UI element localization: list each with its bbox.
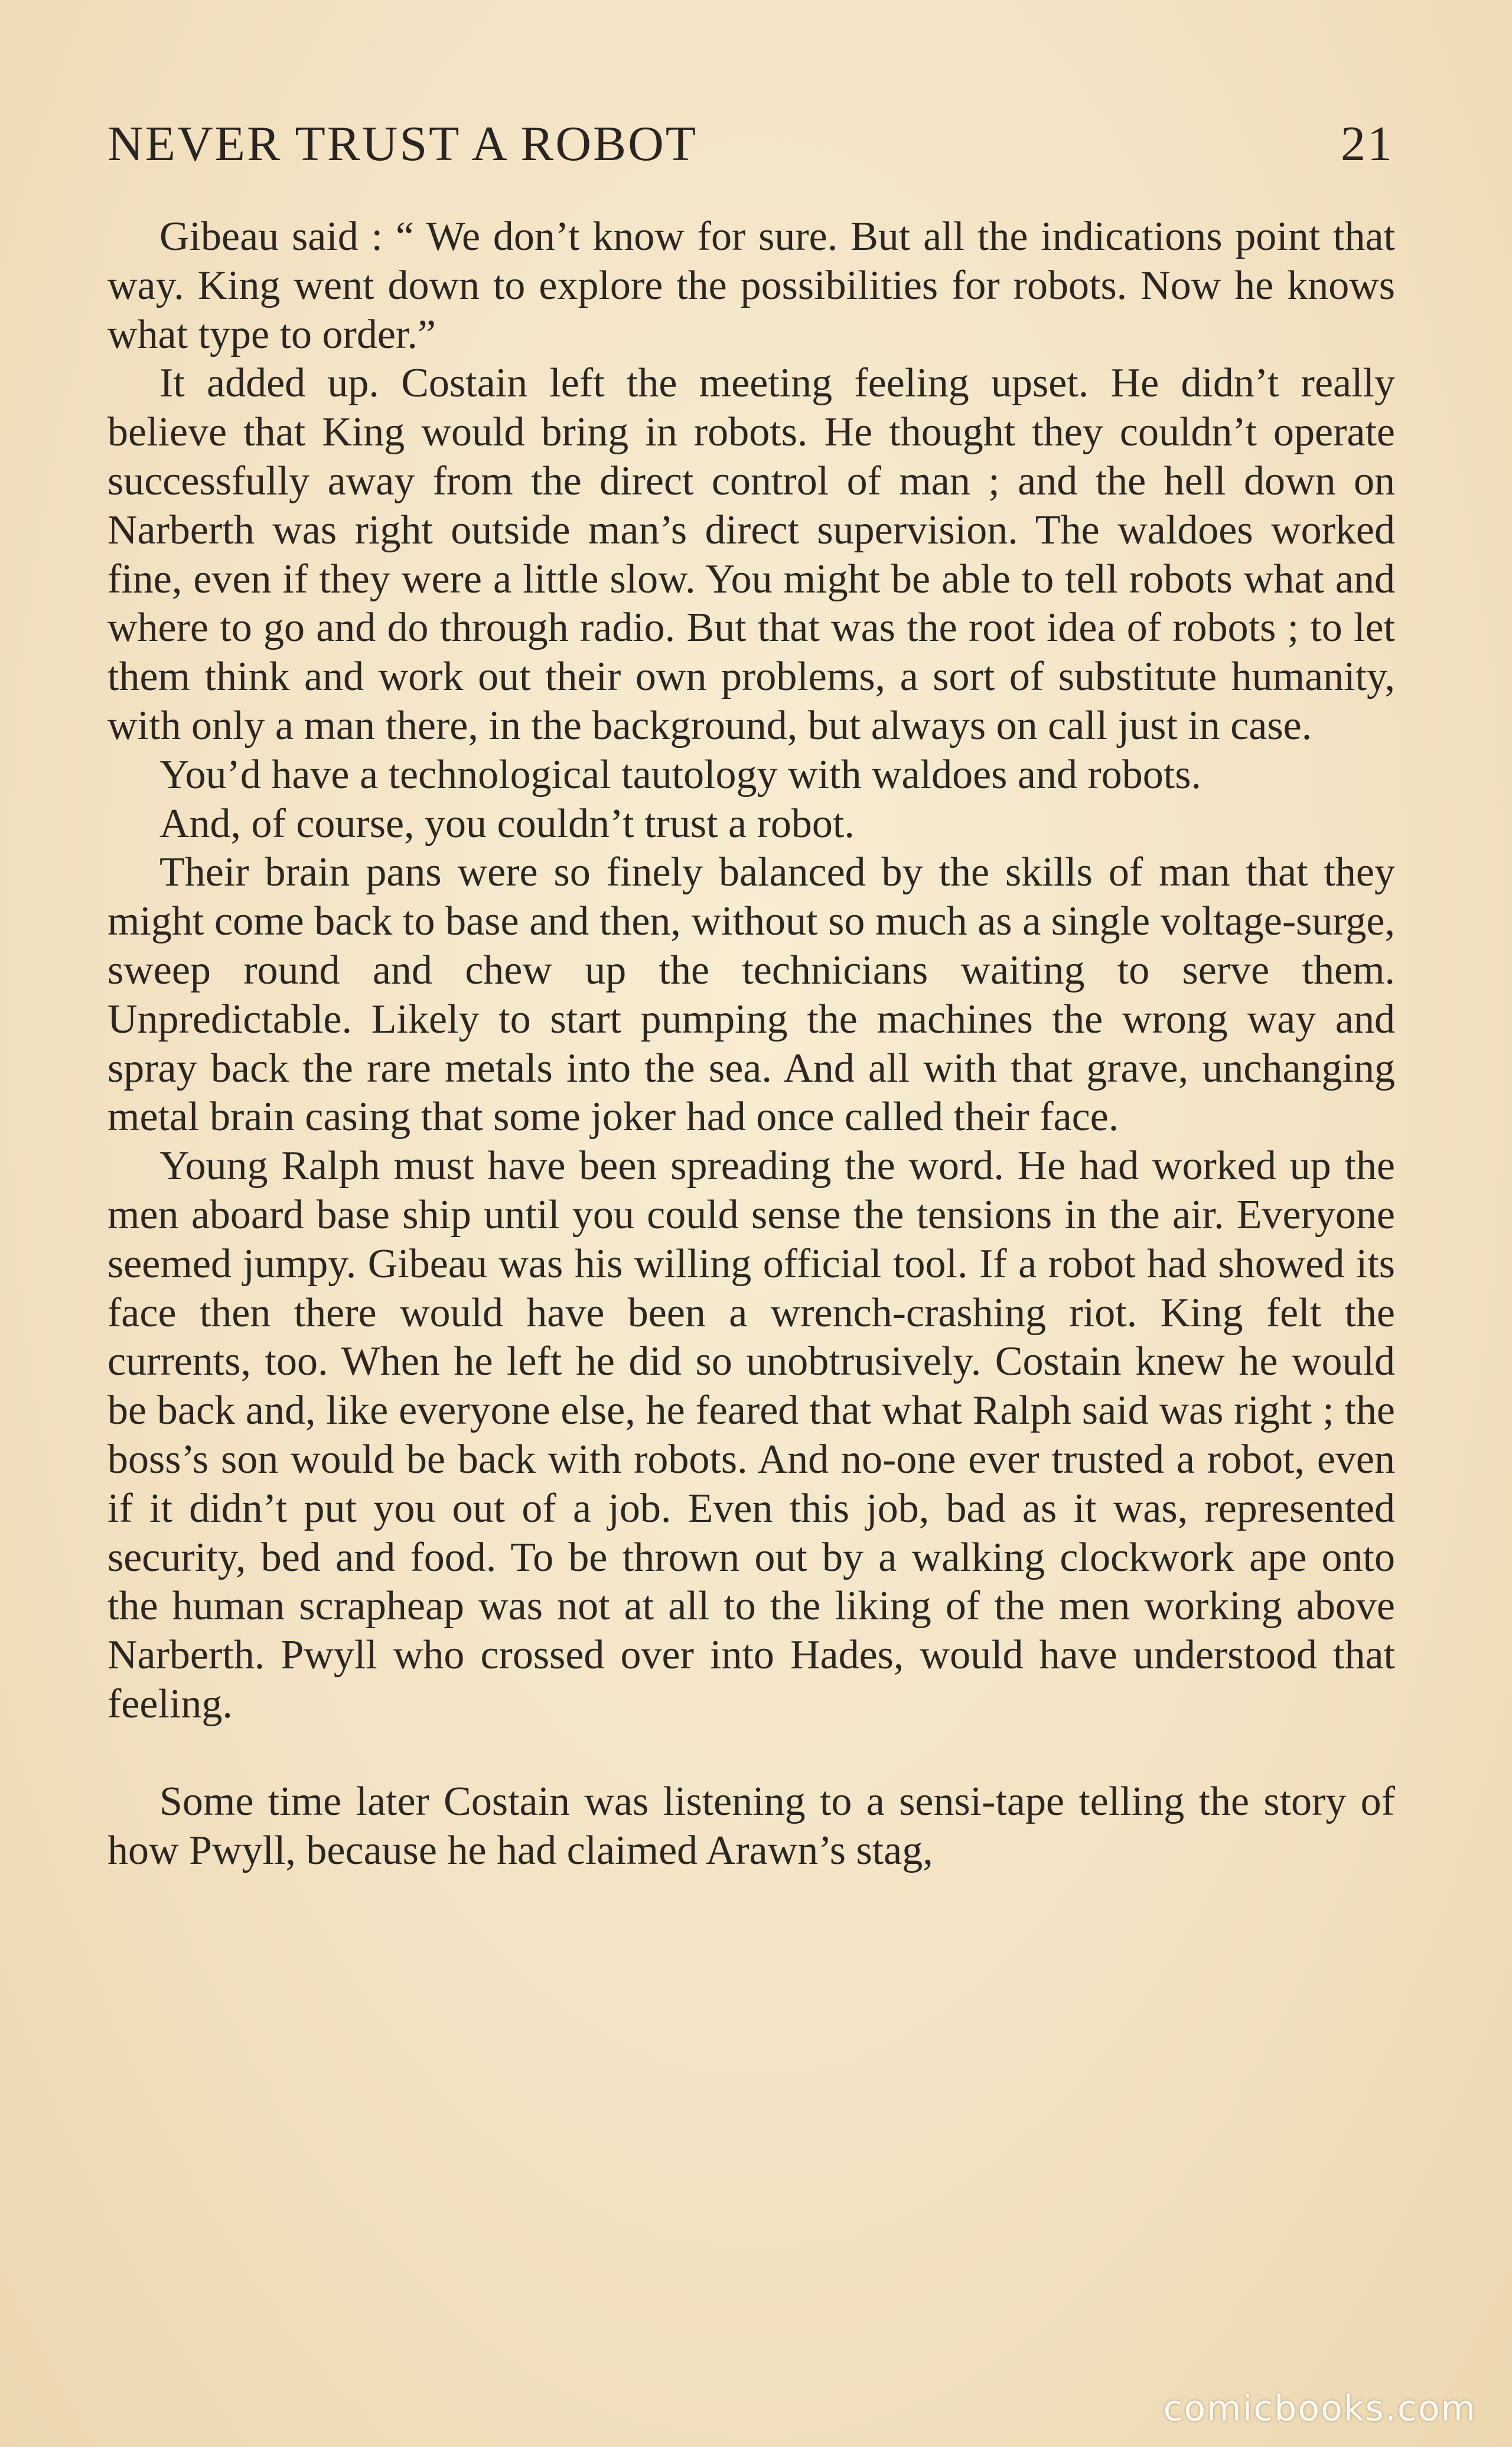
paragraph: And, of course, you couldn’t trust a robot.	[159, 801, 855, 847]
running-head: NEVER TRUST A ROBOT	[107, 116, 698, 171]
paragraph: Young Ralph must have been spreading the word. He had worked up the men aboard base ship until you could sense the tensions in the air. Everyone seemed jumpy. Gibeau was his willing official tool. If a robot had showed its face then there would have been a wrench-crashing riot. King felt the currents, too. When he left he did so unobtrusively. Costain knew he would be back and, like everyone else, he feared that what Ralph said was right ; the boss’s son would be back with robots. And no-one ever trusted a robot, even if it didn’t put you out of a job. Even this job, bad as it was, represented security, bed and food. To be thrown out by a walking clockwork ape onto the human scrapheap was not at all to the liking of the men working above Narberth. Pwyll who crossed over into Hades, would have understood that feeling.	[107, 1143, 1395, 1727]
paragraph: Gibeau said : “ We don’t know for sure. But all the indications point that way. King went down to explore the possibilities for robots. Now he knows what type to order.”	[107, 214, 1395, 357]
paragraph: Their brain pans were so finely balanced by the skills of man that they might come back to base and then, without so much as a single voltage-surge, sweep round and chew up the technicians waiting to serve them. Unpredictable. Likely to start pumping the machines the wrong way and spray back the rare metals into the sea. And all with that grave, unchanging metal brain casing that some joker had once called their face.	[107, 850, 1395, 1140]
paragraph: It added up. Costain left the meeting feeling upset. He didn’t really believe that King would bring in robots. He thought they couldn’t operate successfully away from the direct control of man ; and the hell down on Narberth was right outside man’s direct supervision. The waldoes worked fine, even if they were a little slow. You might be able to tell robots what and where to go and do through radio. But that was the root idea of robots ; to let them think and work out their own problems, a sort of substitute humanity, with only a man there, in the background, but always on call just in case.	[107, 360, 1395, 749]
section-break	[107, 1729, 1395, 1778]
page-number: 21	[1341, 116, 1394, 171]
page-header	[107, 115, 1394, 180]
body-text	[107, 213, 1395, 1875]
watermark: comicbooks.com	[1163, 2388, 1477, 2429]
paragraph: You’d have a technological tautology with waldoes and robots.	[159, 751, 1201, 798]
paragraph: Some time later Costain was listening to a sensi-tape telling the story of how Pwyll, because he had claimed Arawn’s stag,	[107, 1778, 1395, 1873]
